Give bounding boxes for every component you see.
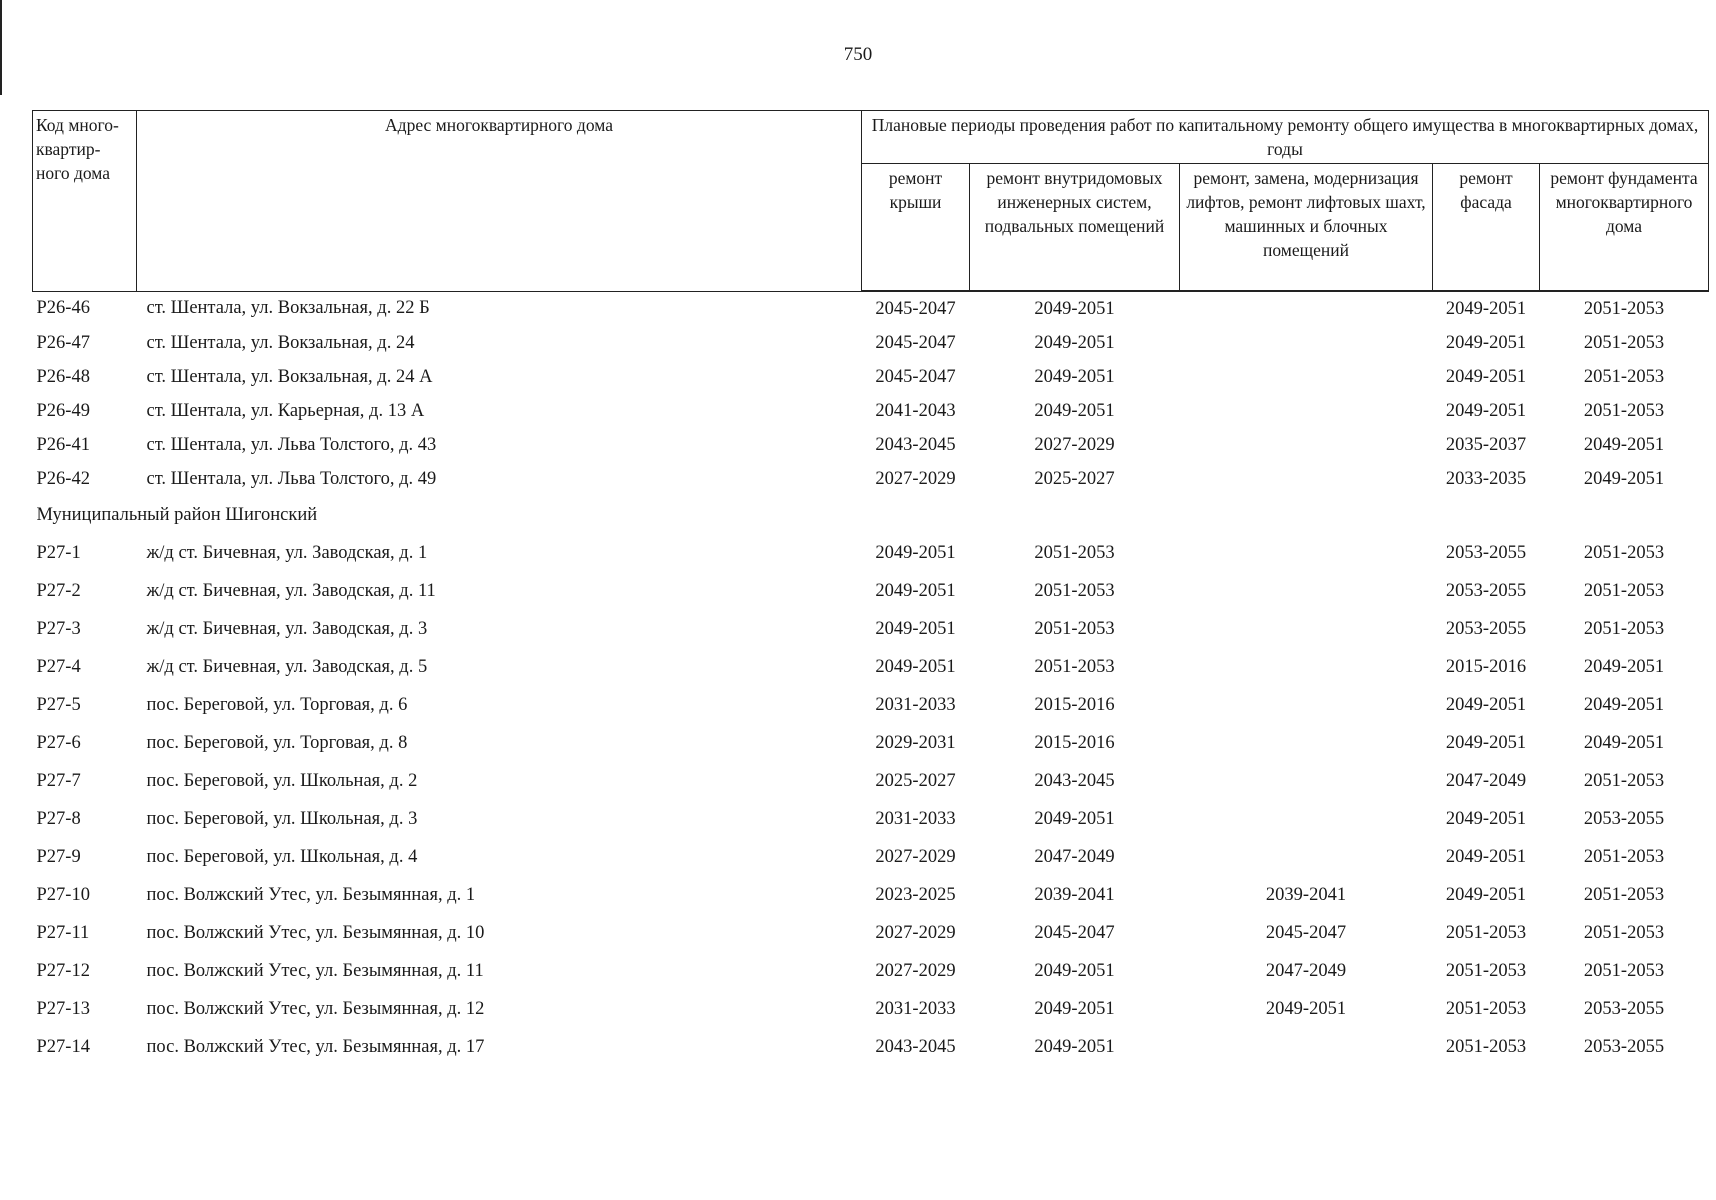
cell-address: пос. Волжский Утес, ул. Безымянная, д. 17 bbox=[146, 1036, 485, 1057]
section-title: Муниципальный район Шигонский bbox=[36, 504, 318, 525]
cell-facade: 2053-2055 bbox=[1445, 542, 1527, 563]
cell-foundation: 2051-2053 bbox=[1583, 884, 1665, 905]
cell-facade: 2035-2037 bbox=[1445, 434, 1527, 455]
cell-foundation: 2053-2055 bbox=[1583, 808, 1665, 829]
table-row bbox=[33, 291, 1709, 326]
cell-facade: 2051-2053 bbox=[1445, 960, 1527, 981]
cell-roof: 2043-2045 bbox=[875, 1036, 956, 1057]
cell-facade: 2051-2053 bbox=[1445, 1036, 1527, 1057]
section-row bbox=[33, 496, 1709, 534]
cell-lifts bbox=[1180, 462, 1433, 496]
cell-foundation: 2051-2053 bbox=[1583, 618, 1665, 639]
cell-facade: 2049-2051 bbox=[1445, 332, 1527, 353]
cell-systems: 2049-2051 bbox=[1034, 400, 1115, 421]
cell-lifts bbox=[1180, 291, 1433, 326]
cell-address: ст. Шентала, ул. Вокзальная, д. 24 bbox=[146, 332, 415, 353]
cell-foundation: 2051-2053 bbox=[1583, 846, 1665, 867]
table-row bbox=[33, 762, 1709, 800]
cell-address: ж/д ст. Бичевная, ул. Заводская, д. 11 bbox=[146, 580, 436, 601]
cell-systems: 2049-2051 bbox=[1034, 366, 1115, 387]
table-row bbox=[33, 394, 1709, 428]
cell-roof: 2049-2051 bbox=[875, 618, 956, 639]
cell-systems: 2049-2051 bbox=[1034, 960, 1115, 981]
cell-code: Р27-3 bbox=[36, 618, 81, 639]
cell-lifts bbox=[1180, 762, 1433, 800]
cell-roof: 2027-2029 bbox=[875, 846, 956, 867]
cell-foundation: 2049-2051 bbox=[1583, 694, 1665, 715]
cell-lifts bbox=[1180, 534, 1433, 572]
cell-code: Р26-49 bbox=[36, 400, 90, 421]
cell-foundation: 2051-2053 bbox=[1583, 366, 1665, 387]
cell-address: ж/д ст. Бичевная, ул. Заводская, д. 1 bbox=[146, 542, 428, 563]
cell-lifts bbox=[1180, 1028, 1433, 1066]
column-header-roof: ремонт крыши bbox=[862, 164, 970, 292]
cell-lifts bbox=[1180, 428, 1433, 462]
table-header bbox=[33, 111, 1709, 292]
cell-foundation: 2049-2051 bbox=[1583, 468, 1665, 489]
cell-roof: 2031-2033 bbox=[875, 998, 956, 1019]
cell-foundation: 2051-2053 bbox=[1583, 400, 1665, 421]
cell-roof: 2049-2051 bbox=[875, 656, 956, 677]
cell-address: ж/д ст. Бичевная, ул. Заводская, д. 5 bbox=[146, 656, 428, 677]
cell-facade: 2049-2051 bbox=[1445, 366, 1527, 387]
cell-facade: 2049-2051 bbox=[1445, 732, 1527, 753]
cell-foundation: 2049-2051 bbox=[1583, 434, 1665, 455]
cell-systems: 2049-2051 bbox=[1034, 298, 1115, 319]
cell-lifts bbox=[1180, 360, 1433, 394]
table-row bbox=[33, 462, 1709, 496]
cell-roof: 2027-2029 bbox=[875, 922, 956, 943]
cell-address: пос. Волжский Утес, ул. Безымянная, д. 10 bbox=[146, 922, 485, 943]
cell-code: Р27-5 bbox=[36, 694, 81, 715]
table-row bbox=[33, 952, 1709, 990]
column-header-systems: ремонт внутридомовых инженерных систем, подвальных помещений bbox=[970, 164, 1180, 292]
table-row bbox=[33, 360, 1709, 394]
cell-foundation: 2049-2051 bbox=[1583, 732, 1665, 753]
cell-address: пос. Береговой, ул. Школьная, д. 4 bbox=[146, 846, 418, 867]
table-row bbox=[33, 1028, 1709, 1066]
cell-foundation: 2051-2053 bbox=[1583, 960, 1665, 981]
cell-facade: 2051-2053 bbox=[1445, 998, 1527, 1019]
cell-code: Р27-12 bbox=[36, 960, 90, 981]
cell-systems: 2047-2049 bbox=[1034, 846, 1115, 867]
table-row bbox=[33, 572, 1709, 610]
cell-facade: 2049-2051 bbox=[1445, 884, 1527, 905]
cell-roof: 2023-2025 bbox=[875, 884, 956, 905]
cell-code: Р27-2 bbox=[36, 580, 81, 601]
cell-address: пос. Береговой, ул. Торговая, д. 6 bbox=[146, 694, 408, 715]
cell-address: ж/д ст. Бичевная, ул. Заводская, д. 3 bbox=[146, 618, 428, 639]
cell-code: Р26-47 bbox=[36, 332, 90, 353]
cell-roof: 2027-2029 bbox=[875, 468, 956, 489]
cell-code: Р26-46 bbox=[36, 298, 90, 319]
cell-address: ст. Шентала, ул. Льва Толстого, д. 49 bbox=[146, 468, 437, 489]
table-row bbox=[33, 610, 1709, 648]
cell-code: Р27-10 bbox=[36, 884, 90, 905]
cell-lifts bbox=[1180, 800, 1433, 838]
cell-lifts bbox=[1180, 724, 1433, 762]
column-header-code: Код много- квартир- ного дома bbox=[33, 111, 137, 292]
column-header-address: Адрес многоквартирного дома bbox=[137, 111, 862, 292]
cell-facade: 2053-2055 bbox=[1445, 618, 1527, 639]
cell-roof: 2031-2033 bbox=[875, 808, 956, 829]
table-row bbox=[33, 800, 1709, 838]
cell-roof: 2049-2051 bbox=[875, 542, 956, 563]
table-row bbox=[33, 648, 1709, 686]
table-row bbox=[33, 534, 1709, 572]
cell-facade: 2033-2035 bbox=[1445, 468, 1527, 489]
capital-repair-schedule-table bbox=[32, 110, 1709, 1066]
cell-code: Р26-48 bbox=[36, 366, 90, 387]
table-row bbox=[33, 428, 1709, 462]
cell-address: ст. Шентала, ул. Карьерная, д. 13 А bbox=[146, 400, 425, 421]
page-number: 750 bbox=[843, 44, 873, 65]
table-row bbox=[33, 838, 1709, 876]
cell-systems: 2051-2053 bbox=[1034, 542, 1115, 563]
cell-code: Р27-1 bbox=[36, 542, 81, 563]
cell-foundation: 2051-2053 bbox=[1583, 922, 1665, 943]
cell-systems: 2051-2053 bbox=[1034, 618, 1115, 639]
cell-address: пос. Береговой, ул. Школьная, д. 2 bbox=[146, 770, 418, 791]
cell-address: ст. Шентала, ул. Вокзальная, д. 24 А bbox=[146, 366, 433, 387]
cell-facade: 2049-2051 bbox=[1445, 400, 1527, 421]
cell-lifts: 2049-2051 bbox=[1265, 998, 1347, 1019]
column-header-facade: ремонт фасада bbox=[1433, 164, 1540, 292]
cell-lifts: 2039-2041 bbox=[1265, 884, 1347, 905]
cell-lifts bbox=[1180, 572, 1433, 610]
cell-address: пос. Волжский Утес, ул. Безымянная, д. 11 bbox=[146, 960, 484, 981]
cell-code: Р27-11 bbox=[36, 922, 90, 943]
cell-roof: 2045-2047 bbox=[875, 332, 956, 353]
table-body bbox=[33, 291, 1709, 1066]
cell-address: ст. Шентала, ул. Вокзальная, д. 22 Б bbox=[146, 298, 430, 319]
cell-systems: 2039-2041 bbox=[1034, 884, 1115, 905]
cell-address: ст. Шентала, ул. Льва Толстого, д. 43 bbox=[146, 434, 437, 455]
cell-lifts bbox=[1180, 686, 1433, 724]
table-row bbox=[33, 914, 1709, 952]
table-row bbox=[33, 876, 1709, 914]
cell-lifts: 2045-2047 bbox=[1265, 922, 1347, 943]
cell-address: пос. Береговой, ул. Торговая, д. 8 bbox=[146, 732, 408, 753]
cell-systems: 2049-2051 bbox=[1034, 1036, 1115, 1057]
cell-code: Р27-14 bbox=[36, 1036, 90, 1057]
cell-foundation: 2051-2053 bbox=[1583, 298, 1665, 319]
cell-address: пос. Волжский Утес, ул. Безымянная, д. 12 bbox=[146, 998, 485, 1019]
table-row bbox=[33, 990, 1709, 1028]
cell-systems: 2027-2029 bbox=[1034, 434, 1115, 455]
cell-code: Р27-13 bbox=[36, 998, 90, 1019]
table-row bbox=[33, 724, 1709, 762]
cell-facade: 2047-2049 bbox=[1445, 770, 1527, 791]
column-header-lifts: ремонт, замена, модернизация лифтов, ремонт лифтовых шахт, машинных и блочных помещений bbox=[1180, 164, 1433, 292]
cell-facade: 2051-2053 bbox=[1445, 922, 1527, 943]
cell-roof: 2045-2047 bbox=[875, 298, 956, 319]
cell-roof: 2049-2051 bbox=[875, 580, 956, 601]
cell-systems: 2051-2053 bbox=[1034, 580, 1115, 601]
cell-facade: 2049-2051 bbox=[1445, 808, 1527, 829]
cell-foundation: 2051-2053 bbox=[1583, 332, 1665, 353]
cell-facade: 2049-2051 bbox=[1445, 298, 1527, 319]
cell-address: пос. Береговой, ул. Школьная, д. 3 bbox=[146, 808, 418, 829]
cell-systems: 2049-2051 bbox=[1034, 998, 1115, 1019]
cell-address: пос. Волжский Утес, ул. Безымянная, д. 1 bbox=[146, 884, 476, 905]
cell-systems: 2049-2051 bbox=[1034, 332, 1115, 353]
cell-facade: 2049-2051 bbox=[1445, 694, 1527, 715]
cell-code: Р27-8 bbox=[36, 808, 81, 829]
column-header-foundation: ремонт фундамента многоквартирного дома bbox=[1540, 164, 1709, 292]
cell-roof: 2027-2029 bbox=[875, 960, 956, 981]
cell-systems: 2025-2027 bbox=[1034, 468, 1115, 489]
cell-lifts bbox=[1180, 326, 1433, 360]
cell-foundation: 2049-2051 bbox=[1583, 656, 1665, 677]
cell-roof: 2043-2045 bbox=[875, 434, 956, 455]
cell-foundation: 2053-2055 bbox=[1583, 1036, 1665, 1057]
table-row bbox=[33, 326, 1709, 360]
cell-lifts: 2047-2049 bbox=[1265, 960, 1347, 981]
cell-facade: 2053-2055 bbox=[1445, 580, 1527, 601]
cell-roof: 2045-2047 bbox=[875, 366, 956, 387]
table-row bbox=[33, 686, 1709, 724]
cell-roof: 2031-2033 bbox=[875, 694, 956, 715]
cell-code: Р26-42 bbox=[36, 468, 90, 489]
cell-lifts bbox=[1180, 394, 1433, 428]
cell-foundation: 2051-2053 bbox=[1583, 770, 1665, 791]
cell-lifts bbox=[1180, 648, 1433, 686]
cell-facade: 2049-2051 bbox=[1445, 846, 1527, 867]
cell-systems: 2049-2051 bbox=[1034, 808, 1115, 829]
cell-facade: 2015-2016 bbox=[1445, 656, 1527, 677]
cell-foundation: 2053-2055 bbox=[1583, 998, 1665, 1019]
cell-systems: 2015-2016 bbox=[1034, 694, 1115, 715]
cell-roof: 2025-2027 bbox=[875, 770, 956, 791]
cell-code: Р26-41 bbox=[36, 434, 90, 455]
cell-systems: 2051-2053 bbox=[1034, 656, 1115, 677]
cell-code: Р27-6 bbox=[36, 732, 81, 753]
cell-foundation: 2051-2053 bbox=[1583, 580, 1665, 601]
column-group-periods: Плановые периоды проведения работ по капитальному ремонту общего имущества в многоквартирных домах, годы bbox=[862, 111, 1709, 164]
cell-roof: 2041-2043 bbox=[875, 400, 956, 421]
cell-lifts bbox=[1180, 610, 1433, 648]
cell-systems: 2043-2045 bbox=[1034, 770, 1115, 791]
cell-lifts bbox=[1180, 838, 1433, 876]
cell-code: Р27-9 bbox=[36, 846, 81, 867]
cell-code: Р27-4 bbox=[36, 656, 81, 677]
cell-roof: 2029-2031 bbox=[875, 732, 956, 753]
cell-systems: 2045-2047 bbox=[1034, 922, 1115, 943]
cell-systems: 2015-2016 bbox=[1034, 732, 1115, 753]
cell-code: Р27-7 bbox=[36, 770, 81, 791]
cell-foundation: 2051-2053 bbox=[1583, 542, 1665, 563]
